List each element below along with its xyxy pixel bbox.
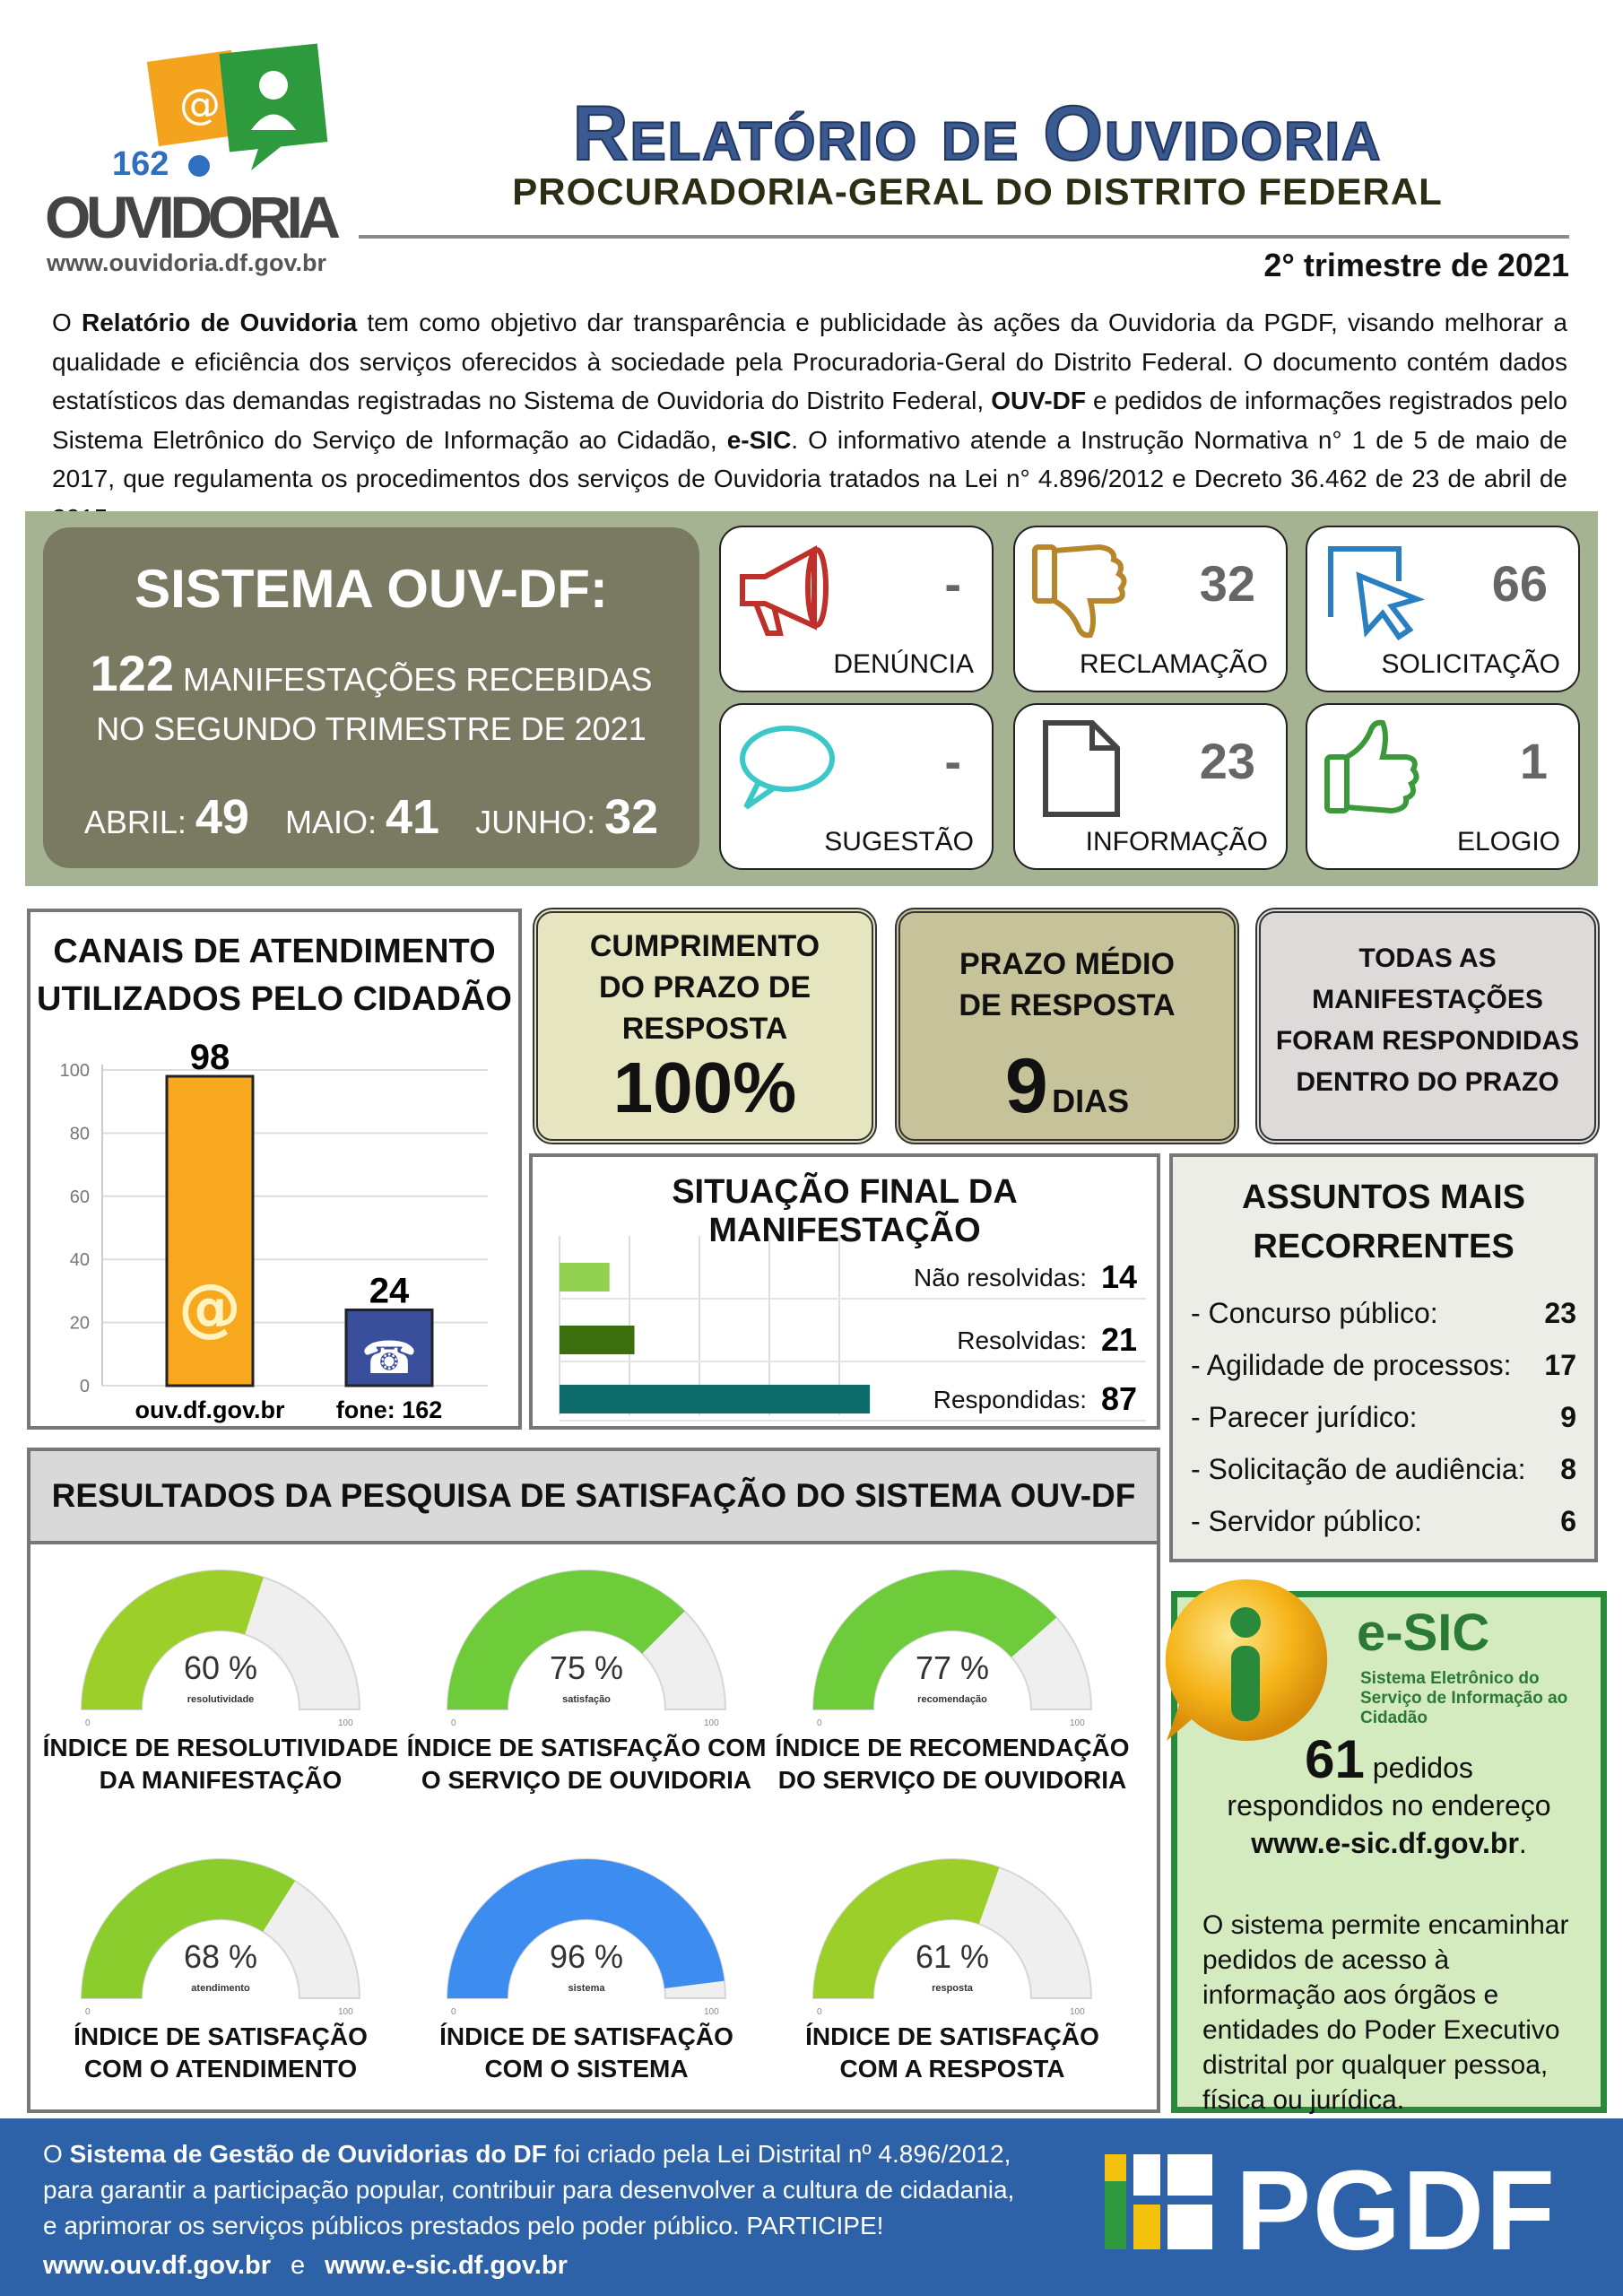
kpi-label: MANIFESTAÇÕES bbox=[1312, 985, 1543, 1014]
info-icon bbox=[1156, 1570, 1335, 1750]
kpi-label: DO PRAZO DE bbox=[598, 970, 812, 1004]
canais-bar-chart bbox=[48, 1029, 497, 1423]
gauge-max-label: 100 bbox=[338, 1718, 353, 1728]
gauge-chart bbox=[77, 1857, 364, 2018]
situacao-bar-chart bbox=[545, 1236, 1146, 1424]
pgdf-brand: PGDF bbox=[1236, 2147, 1558, 2274]
type-card-sugestao bbox=[719, 703, 994, 870]
kpi-cumprimento-prazo bbox=[533, 908, 877, 1144]
kpi-label: DENTRO DO PRAZO bbox=[1296, 1067, 1559, 1097]
gauge-recomendação bbox=[771, 1568, 1133, 1837]
type-value: - bbox=[944, 555, 961, 612]
gauge-label: ÍNDICE DE RESOLUTIVIDADE DA MANIFESTAÇÃO bbox=[42, 1734, 399, 1794]
gauge-max-label: 100 bbox=[1070, 2007, 1085, 2017]
intro-paragraph: O Relatório de Ouvidoria tem como objetivo dar transparência e publicidade às ações da Ouvidoria da PGDF, visando melhorar a qualidade e eficiência dos serviços oferecidos à sociedade pela Procuradoria-Geral do Distrito Federal. O documento contém dados estatísticos das demandas registradas no Sistema de Ouvidoria do Distrito Federal, OUV-DF e pedidos de informações registrados pelo Sistema Eletrônico do Serviço de Informação ao Cidadão, e-SIC. O informativo atende a Instrução Normativa n° 1 de 5 de maio de 2017, que regulamenta os procedimentos dos serviços de Ouvidoria tratados na Lei n° 4.896/2012 e Decreto 36.462 de 23 de abril de bbox=[52, 309, 1568, 492]
report-title: Relatório de Ouvidoria bbox=[572, 91, 1383, 177]
situacao-panel bbox=[529, 1153, 1160, 1430]
gauge-label: ÍNDICE DE SATISFAÇÃO COM A RESPOSTA bbox=[805, 2022, 1099, 2083]
gauge-label: ÍNDICE DE SATISFAÇÃO COM O SERVIÇO DE OUVIDORIA bbox=[406, 1734, 767, 1794]
gauge-value: 60 % bbox=[183, 1649, 258, 1686]
kpi-unit: DIAS bbox=[1052, 1083, 1130, 1119]
esic-subtitle: Sistema Eletrônico do Serviço de Informação ao Cidadão bbox=[1360, 1669, 1568, 1727]
gauge-chart bbox=[443, 1857, 730, 2018]
type-card-informacao bbox=[1013, 703, 1288, 870]
kpi-label: TODAS AS bbox=[1358, 944, 1497, 973]
bar bbox=[560, 1263, 610, 1292]
title-divider bbox=[359, 235, 1569, 239]
bar-value-label: 14 bbox=[1101, 1258, 1138, 1295]
y-tick-label: 0 bbox=[79, 1377, 90, 1396]
thumbs-up-icon bbox=[1320, 714, 1428, 822]
kpi-label: DE RESPOSTA bbox=[959, 988, 1176, 1022]
speech-bubble-icon bbox=[733, 714, 841, 822]
y-category-label: Resolvidas: bbox=[957, 1326, 1087, 1354]
gauge-max-label: 100 bbox=[704, 1718, 719, 1728]
bar bbox=[560, 1326, 635, 1354]
y-category-label: Não resolvidas: bbox=[914, 1264, 1087, 1292]
svg-text:www.ouvidoria.df.gov.br: www.ouvidoria.df.gov.br bbox=[47, 249, 327, 276]
gauge-value: 96 % bbox=[549, 1938, 624, 1975]
type-value: 66 bbox=[1491, 555, 1548, 612]
gauge-fill bbox=[813, 1859, 1000, 1998]
ouvidoria-logo bbox=[36, 36, 359, 278]
kpi-label: RESPOSTA bbox=[621, 1012, 788, 1046]
list-item: - Solicitação de audiência: 8 bbox=[1191, 1453, 1576, 1485]
type-card-reclamacao bbox=[1013, 526, 1288, 692]
footer bbox=[0, 2118, 1623, 2296]
gauge-caption: recomendação bbox=[917, 1694, 987, 1705]
pesquisa-title: RESULTADOS DA PESQUISA DE SATISFAÇÃO DO SISTEMA OUV-DF bbox=[30, 1451, 1157, 1544]
report-subtitle: PROCURADORIA-GERAL DO DISTRITO FEDERAL bbox=[512, 170, 1443, 213]
kpi-value-row bbox=[900, 1042, 1234, 1131]
gauge-min-label: 0 bbox=[817, 2007, 822, 2017]
type-value: 1 bbox=[1519, 733, 1548, 789]
ouv-months: ABRIL: 49 MAIO: 41 JUNHO: 32 bbox=[83, 790, 659, 844]
type-label: SUGESTÃO bbox=[824, 827, 974, 857]
type-card-solicitacao bbox=[1306, 526, 1580, 692]
at-sign-icon: @ bbox=[178, 1270, 241, 1344]
bar-value-label: 87 bbox=[1101, 1380, 1138, 1417]
gauge-chart bbox=[809, 1857, 1096, 2018]
svg-text:OUVIDORIA: OUVIDORIA bbox=[45, 184, 341, 250]
footer-links bbox=[43, 2251, 568, 2281]
y-tick-label: 20 bbox=[69, 1313, 90, 1334]
y-tick-label: 80 bbox=[69, 1124, 90, 1144]
gauge-fill bbox=[82, 1570, 264, 1709]
gauge-min-label: 0 bbox=[85, 2007, 91, 2017]
kpi-prazo-medio bbox=[895, 908, 1239, 1144]
gauge-atendimento bbox=[39, 1857, 402, 2126]
type-value: - bbox=[944, 733, 961, 789]
gauge-max-label: 100 bbox=[704, 2007, 719, 2017]
gauge-fill bbox=[447, 1859, 725, 1998]
kpi-label: CUMPRIMENTO bbox=[589, 929, 820, 963]
gauge-value: 75 % bbox=[549, 1649, 624, 1686]
footer-text: O Sistema de Gestão de Ouvidorias do DF foi criado pela Lei Distrital nº 4.896/2012, para garantir a participação popular, contribuir para desenvolver a cultura de cidadania, e aprimorar os serviços públicos prestados pelo poder público. PARTICIPE! bbox=[43, 2140, 1015, 2239]
gauge-max-label: 100 bbox=[338, 2007, 353, 2017]
gauge-value: 68 % bbox=[183, 1938, 258, 1975]
assuntos-panel bbox=[1169, 1153, 1598, 1562]
y-tick-label: 100 bbox=[59, 1061, 90, 1081]
x-category-label: ouv.df.gov.br bbox=[135, 1396, 285, 1423]
situacao-title: SITUAÇÃO FINAL DA MANIFESTAÇÃO bbox=[672, 1173, 1018, 1249]
gauge-label: ÍNDICE DE SATISFAÇÃO COM O SISTEMA bbox=[439, 2022, 733, 2083]
gauge-value: 61 % bbox=[915, 1938, 990, 1975]
gauge-label: ÍNDICE DE SATISFAÇÃO COM O ATENDIMENTO bbox=[74, 2022, 368, 2083]
ouv-total-line: 122 MANIFESTAÇÕES RECEBIDAS bbox=[90, 645, 653, 701]
pesquisa-panel bbox=[27, 1448, 1160, 2113]
kpi-value: 100% bbox=[612, 1048, 797, 1127]
gauge-satisfação bbox=[405, 1568, 768, 1837]
megaphone-icon bbox=[733, 536, 841, 644]
gauge-caption: resposta bbox=[932, 1983, 973, 1994]
ouv-title: SISTEMA OUV-DF: bbox=[135, 559, 608, 619]
type-label: ELOGIO bbox=[1456, 827, 1560, 857]
list-item: - Servidor público: 6 bbox=[1191, 1505, 1576, 1537]
phone-icon: ☎ bbox=[360, 1331, 418, 1384]
bar bbox=[560, 1385, 870, 1413]
link-ouv[interactable]: www.ouv.df.gov.br bbox=[43, 2251, 272, 2280]
svg-text:@: @ bbox=[179, 80, 221, 128]
esic-name: e-SIC bbox=[1357, 1604, 1490, 1662]
ouv-period-line: NO SEGUNDO TRIMESTRE DE 2021 bbox=[96, 710, 647, 747]
gauge-chart bbox=[443, 1568, 730, 1729]
gauge-fill bbox=[447, 1570, 685, 1709]
cursor-icon bbox=[1320, 536, 1428, 644]
kpi-value: 9 bbox=[1004, 1043, 1048, 1129]
link-separator: e bbox=[291, 2251, 306, 2280]
gauge-resposta bbox=[771, 1857, 1133, 2126]
y-tick-label: 60 bbox=[69, 1187, 90, 1207]
gauge-min-label: 0 bbox=[817, 1718, 822, 1728]
gauge-caption: sistema bbox=[568, 1983, 605, 1994]
kpi-todas-respondidas bbox=[1255, 908, 1600, 1144]
gauge-chart bbox=[77, 1568, 364, 1729]
gauge-max-label: 100 bbox=[1070, 1718, 1085, 1728]
kpi-label: PRAZO MÉDIO bbox=[959, 947, 1175, 981]
ouv-summary-box bbox=[43, 527, 699, 868]
list-item: - Parecer jurídico: 9 bbox=[1191, 1401, 1576, 1433]
list-item: - Concurso público: 23 bbox=[1191, 1297, 1576, 1329]
type-card-elogio bbox=[1306, 703, 1580, 870]
y-tick-label: 40 bbox=[69, 1250, 90, 1271]
pgdf-logo-icon bbox=[1105, 2154, 1212, 2249]
esic-description: O sistema permite encaminhar pedidos de acesso à informação aos órgãos e entidades do Poder Executivo distrital por qualquer pessoa, física ou jurídica. bbox=[1202, 1910, 1569, 2115]
type-label: DENÚNCIA bbox=[833, 649, 974, 679]
gauge-caption: atendimento bbox=[191, 1983, 250, 1994]
gauge-chart bbox=[809, 1568, 1096, 1729]
gauge-min-label: 0 bbox=[85, 1718, 91, 1728]
gauge-label: ÍNDICE DE RECOMENDAÇÃO DO SERVIÇO DE OUVIDORIA bbox=[775, 1734, 1130, 1794]
x-category-label: fone: 162 bbox=[335, 1396, 443, 1423]
type-label: INFORMAÇÃO bbox=[1085, 827, 1268, 857]
gauge-caption: satisfação bbox=[562, 1694, 611, 1705]
type-label: SOLICITAÇÃO bbox=[1381, 649, 1560, 679]
gauge-min-label: 0 bbox=[451, 1718, 456, 1728]
gauge-caption: resolutividade bbox=[187, 1694, 255, 1705]
svg-text:162: 162 bbox=[112, 145, 169, 183]
type-label: RECLAMAÇÃO bbox=[1079, 649, 1268, 679]
kpi-label: FORAM RESPONDIDAS bbox=[1275, 1026, 1580, 1056]
gauge-min-label: 0 bbox=[451, 2007, 456, 2017]
canais-title: CANAIS DE ATENDIMENTO UTILIZADOS PELO CIDADÃO bbox=[37, 933, 512, 1018]
y-category-label: Respondidas: bbox=[933, 1386, 1087, 1413]
bar-value-label: 21 bbox=[1101, 1321, 1138, 1358]
gauge-fill bbox=[813, 1570, 1056, 1709]
esic-count: 61 pedidos respondidos no endereço www.e-sic.df.gov.br. bbox=[1227, 1729, 1551, 1859]
bar-value-label: 98 bbox=[189, 1038, 230, 1078]
bar-value-label: 24 bbox=[369, 1271, 410, 1311]
gauge-fill bbox=[82, 1859, 295, 1998]
gauge-value: 77 % bbox=[915, 1649, 990, 1686]
type-value: 32 bbox=[1199, 555, 1255, 612]
report-period: 2° trimestre de 2021 bbox=[1263, 247, 1569, 283]
thumbs-down-icon bbox=[1028, 536, 1135, 644]
gauge-resolutividade bbox=[39, 1568, 402, 1837]
gauge-sistema bbox=[405, 1857, 768, 2126]
esic-panel bbox=[1171, 1591, 1607, 2113]
type-card-denuncia bbox=[719, 526, 994, 692]
type-value: 23 bbox=[1199, 733, 1255, 789]
assuntos-title: ASSUNTOS MAIS RECORRENTES bbox=[1241, 1178, 1525, 1265]
list-item: - Agilidade de processos: 17 bbox=[1191, 1349, 1576, 1381]
link-esic[interactable]: www.e-sic.df.gov.br bbox=[325, 2251, 568, 2280]
document-icon bbox=[1028, 714, 1135, 822]
canais-panel bbox=[27, 909, 522, 1430]
